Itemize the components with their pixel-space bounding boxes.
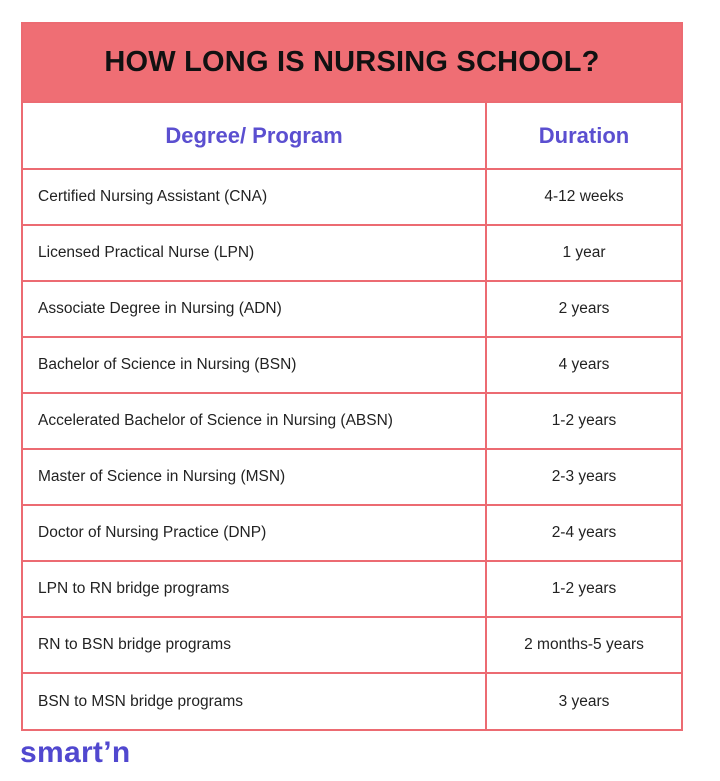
duration-table: [23, 103, 681, 729]
table-row: [23, 617, 681, 673]
program-cell: Accelerated Bachelor of Science in Nursing (ABSN): [23, 393, 486, 449]
table-row: [23, 337, 681, 393]
table-row: [23, 673, 681, 729]
duration-cell: 1-2 years: [486, 393, 681, 449]
program-cell: Licensed Practical Nurse (LPN): [23, 225, 486, 281]
table-row: [23, 169, 681, 225]
duration-cell: 2 months-5 years: [486, 617, 681, 673]
brand-logo: smart’n: [20, 736, 131, 769]
duration-cell: 1 year: [486, 225, 681, 281]
duration-cell: 4-12 weeks: [486, 169, 681, 225]
nursing-table-card: [21, 22, 683, 731]
title-bar: [23, 24, 681, 103]
duration-cell: 3 years: [486, 673, 681, 729]
table-row: [23, 225, 681, 281]
duration-cell: 2-4 years: [486, 505, 681, 561]
program-cell: RN to BSN bridge programs: [23, 617, 486, 673]
table-row: [23, 561, 681, 617]
duration-cell: 1-2 years: [486, 561, 681, 617]
column-header-program: Degree/ Program: [23, 103, 486, 169]
table-row: [23, 281, 681, 337]
program-cell: BSN to MSN bridge programs: [23, 673, 486, 729]
table-row: [23, 505, 681, 561]
duration-cell: 4 years: [486, 337, 681, 393]
column-header-duration: Duration: [486, 103, 681, 169]
program-cell: LPN to RN bridge programs: [23, 561, 486, 617]
duration-cell: 2 years: [486, 281, 681, 337]
program-cell: Doctor of Nursing Practice (DNP): [23, 505, 486, 561]
duration-cell: 2-3 years: [486, 449, 681, 505]
table-header-row: [23, 103, 681, 169]
page-title: HOW LONG IS NURSING SCHOOL?: [104, 46, 600, 78]
program-cell: Bachelor of Science in Nursing (BSN): [23, 337, 486, 393]
program-cell: Associate Degree in Nursing (ADN): [23, 281, 486, 337]
program-cell: Certified Nursing Assistant (CNA): [23, 169, 486, 225]
table-row: [23, 393, 681, 449]
program-cell: Master of Science in Nursing (MSN): [23, 449, 486, 505]
table-row: [23, 449, 681, 505]
